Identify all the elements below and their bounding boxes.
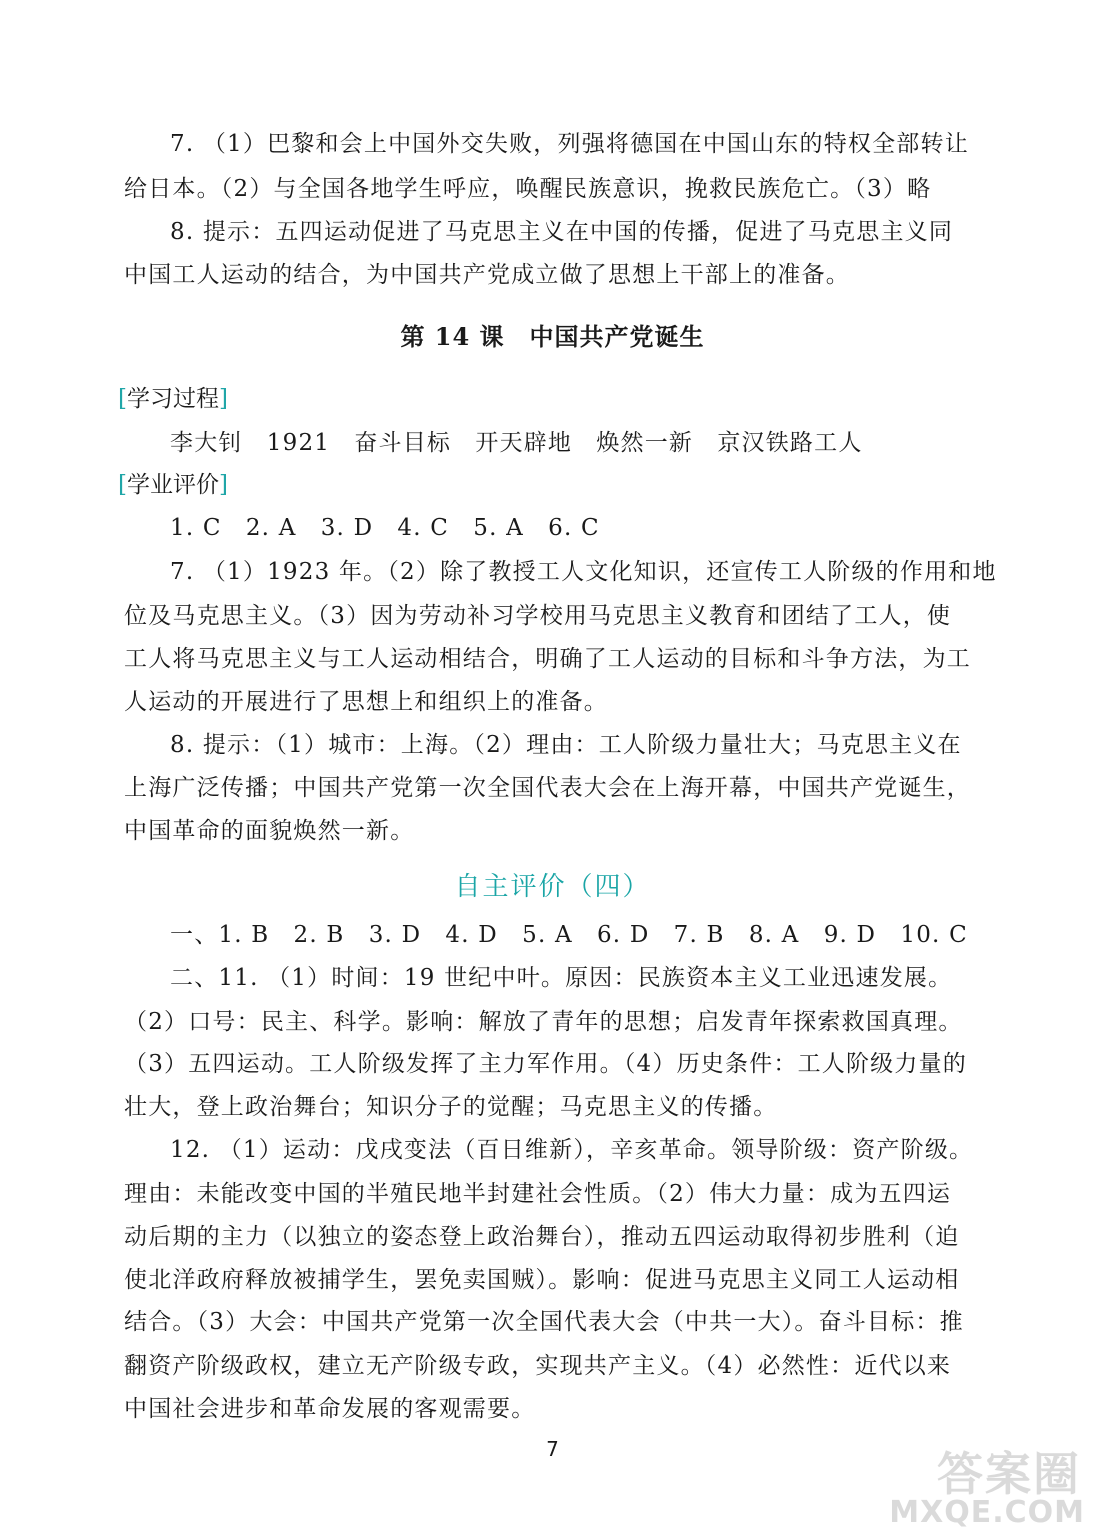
l14-q7-line3: 工人将马克思主义与工人运动相结合，明确了工人运动的目标和斗争方法，为工 — [124, 646, 971, 672]
prev-q8-line1: 8. 提示：五四运动促进了马克思主义在中国的传播，促进了马克思主义同 — [170, 219, 954, 245]
bracket-open-icon: [ — [118, 386, 127, 412]
watermark-top-text: 答案圈 — [937, 1447, 1081, 1501]
l14-q8-line1: 8. 提示：（1）城市：上海。（2）理由：工人阶级力量壮大；马克思主义在 — [170, 732, 962, 758]
l14-q8-line3: 中国革命的面貌焕然一新。 — [124, 818, 415, 844]
choice-answers: 1. C 2. A 3. D 4. C 5. A 6. C — [170, 515, 600, 541]
self-eval-title: 自主评价（四） — [454, 872, 651, 902]
lesson-14-title: 第 14 课 中国共产党诞生 — [400, 322, 705, 351]
bracket-close-icon: ] — [218, 472, 228, 498]
l14-q7-line2: 位及马克思主义。（3）因为劳动补习学校用马克思主义教育和团结了工人，使 — [124, 603, 952, 629]
prev-q8-line2: 中国工人运动的结合，为中国共产党成立做了思想上干部上的准备。 — [124, 262, 850, 288]
study-process-answers: 李大钊 1921 奋斗目标 开天辟地 焕然一新 京汉铁路工人 — [170, 430, 863, 456]
q12-line7: 中国社会进步和革命发展的客观需要。 — [124, 1396, 536, 1422]
q12-line1: 12. （1）运动：戊戌变法（百日维新），辛亥革命。领导阶级：资产阶级。 — [170, 1137, 974, 1163]
bracket-close-icon: ] — [218, 386, 228, 412]
watermark-bottom-text: MXQE.COM — [889, 1495, 1085, 1530]
study-process-label: 学习过程 — [126, 386, 219, 412]
l14-q7-line1: 7. （1）1923 年。（2）除了教授工人文化知识，还宣传工人阶级的作用和地 — [170, 559, 997, 585]
prev-q7-line2: 给日本。（2）与全国各地学生呼应，唤醒民族意识，挽救民族危亡。（3）略 — [124, 176, 932, 202]
bracket-open-icon: [ — [118, 472, 127, 498]
prev-q7-line1: 7. （1）巴黎和会上中国外交失败，列强将德国在中国山东的特权全部转让 — [170, 131, 969, 157]
study-process-heading — [118, 383, 228, 415]
l14-q7-line4: 人运动的开展进行了思想上和组织上的准备。 — [124, 689, 608, 715]
q12-line3: 动后期的主力（以独立的姿态登上政治舞台），推动五四运动取得初步胜利（迫 — [124, 1224, 960, 1250]
q12-line6: 翻资产阶级政权，建立无产阶级专政，实现共产主义。（4）必然性：近代以来 — [124, 1353, 952, 1379]
q12-line4: 使北洋政府释放被捕学生，罢免卖国贼）。影响：促进马克思主义同工人运动相 — [124, 1267, 960, 1293]
q11-line4: 壮大，登上政治舞台；知识分子的觉醒；马克思主义的传播。 — [124, 1094, 778, 1120]
q11-line1: 二、11. （1）时间：19 世纪中叶。原因：民族资本主义工业迅速发展。 — [170, 965, 953, 991]
page-number: 7 — [546, 1437, 559, 1461]
watermark-logo — [889, 1438, 1091, 1530]
q11-line3: （3）五四运动。工人阶级发挥了主力军作用。（4）历史条件：工人阶级力量的 — [124, 1051, 967, 1077]
evaluation-heading — [118, 469, 228, 501]
q11-line2: （2）口号：民主、科学。影响：解放了青年的思想；启发青年探索救国真理。 — [124, 1009, 963, 1035]
q12-line2: 理由：未能改变中国的半殖民地半封建社会性质。（2）伟大力量：成为五四运 — [124, 1181, 952, 1207]
q12-line5: 结合。（3）大会：中国共产党第一次全国代表大会（中共一大）。奋斗目标：推 — [124, 1309, 964, 1335]
l14-q8-line2: 上海广泛传播；中国共产党第一次全国代表大会在上海开幕，中国共产党诞生， — [124, 775, 971, 801]
self-eval-part1: 一、1. B 2. B 3. D 4. D 5. A 6. D 7. B 8. A 9. D 10. C — [170, 922, 968, 948]
evaluation-label: 学业评价 — [126, 472, 219, 498]
